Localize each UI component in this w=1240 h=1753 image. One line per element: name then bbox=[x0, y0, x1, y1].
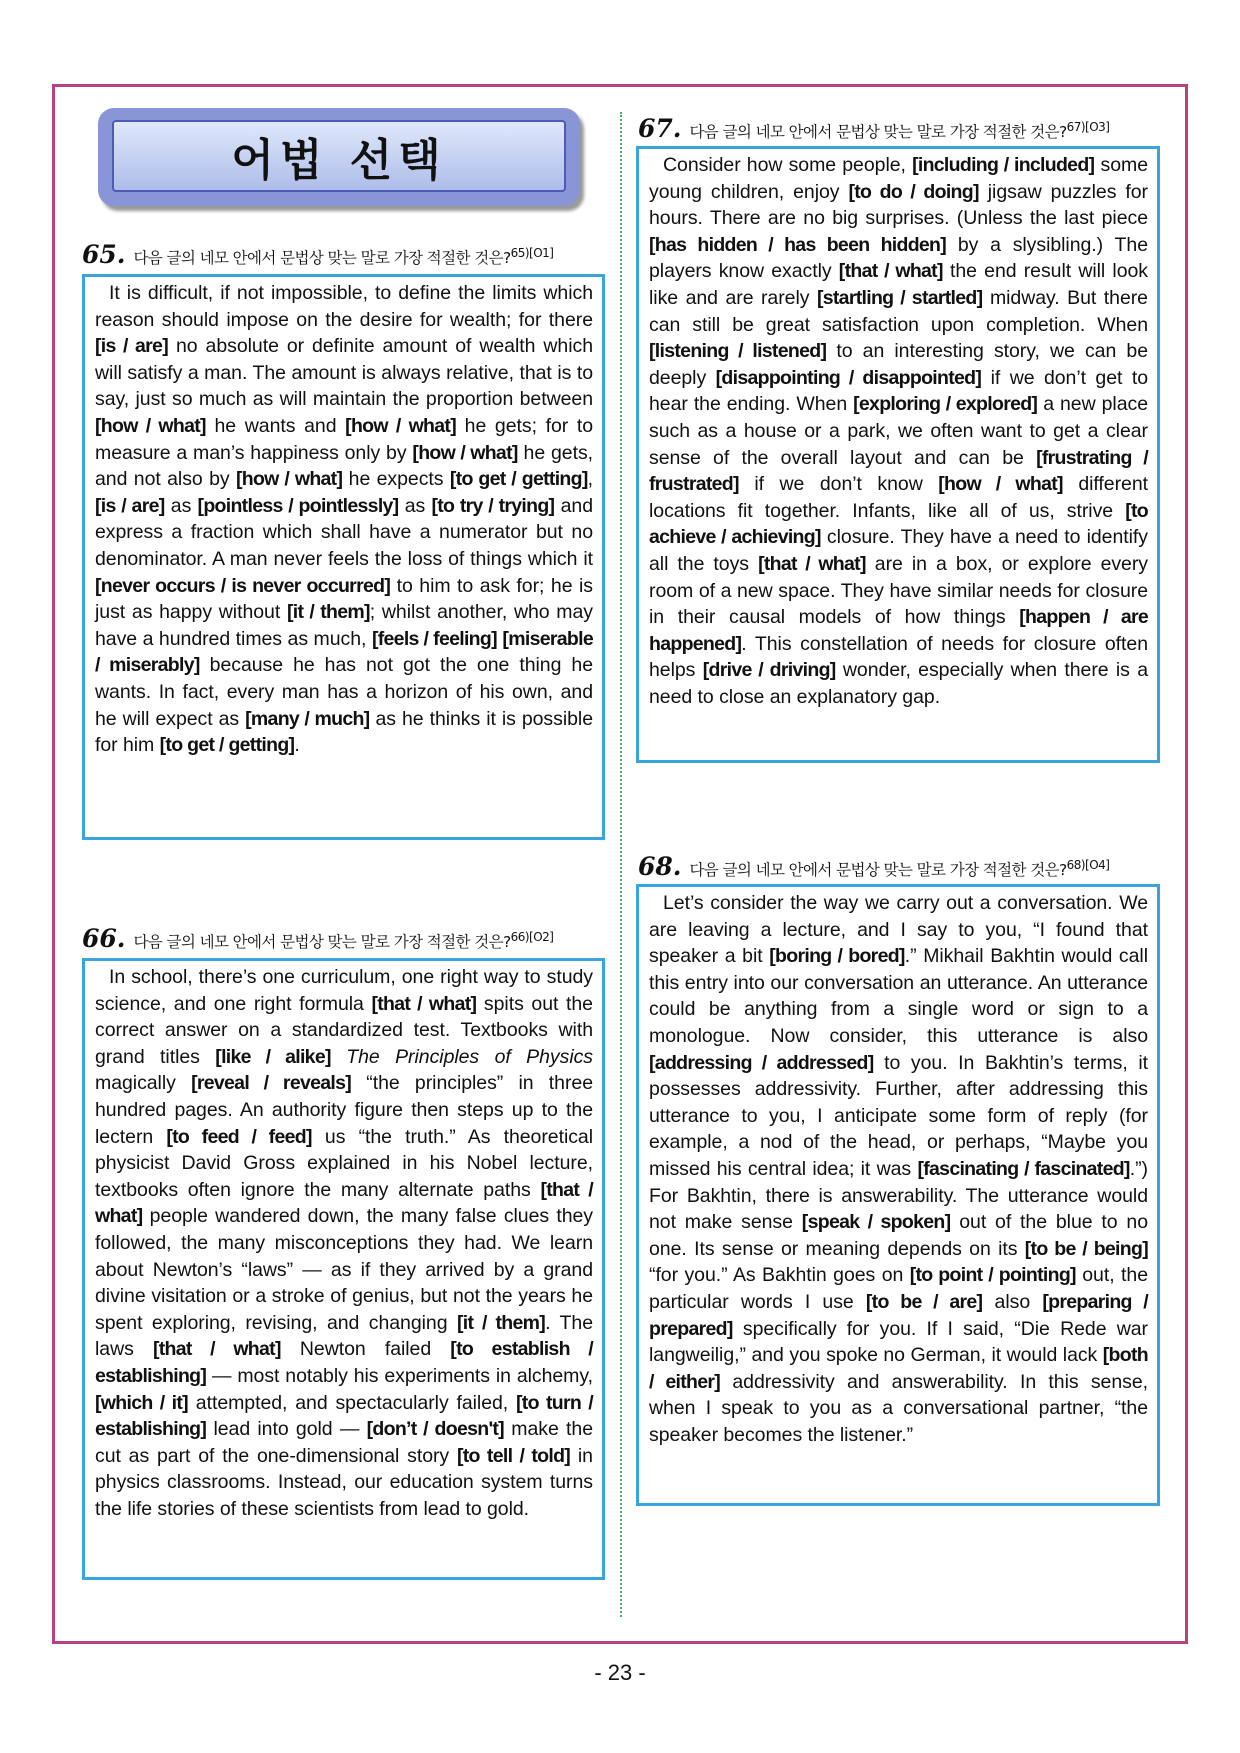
answer-option: [happen / are happened] bbox=[649, 606, 1148, 655]
passage-text: In school, there’s one curriculum, one right way to study science, and one right formula bbox=[95, 966, 593, 1015]
answer-option: [to achieve / achieving] bbox=[649, 499, 1148, 549]
question-prompt: 다음 글의 네모 안에서 문법상 맞는 말로 가장 적절한 것은? bbox=[133, 249, 511, 267]
passage-text: people wandered down, the many false clues they followed, the many misconceptions they had. We learn about Newton’s “laws” — as if they arrived by a grand divine visitation or a stroke of genius, but not the years he spent exploring, revising, and changing bbox=[95, 1205, 593, 1334]
passage-text: the end result will look like and are rarely bbox=[649, 260, 1148, 309]
question-number: 67. bbox=[638, 114, 682, 143]
answer-option: [preparing / prepared] bbox=[649, 1290, 1148, 1340]
passage-text: It is difficult, if not impossible, to define the limits which reason should impose on the desire for wealth; for there bbox=[95, 282, 593, 331]
answer-option: [that / what] bbox=[152, 1338, 281, 1361]
answer-option: [drive / driving] bbox=[702, 659, 836, 682]
column-divider bbox=[620, 112, 622, 1617]
answer-option: [it / them] bbox=[286, 601, 370, 624]
passage-text: he expects bbox=[342, 468, 450, 491]
answer-option: [reveal / reveals] bbox=[191, 1072, 352, 1095]
passage-text: . bbox=[294, 734, 300, 757]
passage-text: make the cut as part of the one-dimensional story bbox=[95, 1418, 593, 1467]
passage-text: to an interesting story, we can be deeply bbox=[649, 340, 1148, 389]
answer-option: [to feed / feed] bbox=[166, 1125, 312, 1148]
passage-text: “the principles” in three hundred pages. An authority figure then steps up to the lectern bbox=[95, 1072, 593, 1148]
answer-option: [miserable / miserably] bbox=[95, 627, 593, 677]
answer-option: [to get / getting] bbox=[449, 468, 588, 491]
answer-option: [how / what] bbox=[95, 414, 206, 437]
passage-66 bbox=[95, 964, 593, 1522]
passage-text: us “the truth.” As theoretical physicist David Gross explained in his Nobel lecture, textbooks often ignore the many alternate paths bbox=[95, 1125, 594, 1201]
question-number: 68. bbox=[638, 852, 682, 881]
answer-option: [fascinating / fascinated] bbox=[917, 1157, 1130, 1180]
question-number: 66. bbox=[82, 924, 126, 953]
passage-text: “for you.” As Bakhtin goes on bbox=[649, 1264, 910, 1287]
answer-option: [never occurs / is never occurred] bbox=[95, 574, 391, 597]
section-title: 어법 선택 bbox=[231, 135, 447, 186]
answer-option: [to be / are] bbox=[865, 1290, 983, 1313]
answer-option: [listening / listened] bbox=[649, 340, 827, 363]
passage-text: as he thinks it is possible for him bbox=[95, 707, 593, 757]
page-number: - 23 - bbox=[594, 1660, 646, 1685]
passage-text: , bbox=[587, 468, 594, 491]
passage-text: and express a fraction which shall have a numerator but no denominator. A man never feels the loss of things which it bbox=[95, 494, 593, 570]
answer-option: [addressing / addressed] bbox=[649, 1051, 874, 1074]
passage-text: magically bbox=[95, 1072, 192, 1095]
passage-text: different locations fit together. Infants, like all of us, strive bbox=[649, 473, 1148, 522]
answer-option: [frustrating / frustrated] bbox=[649, 446, 1148, 496]
passage-text: no absolute or definite amount of wealth which will satisfy a man. The amount is always relative, that is to say, just so much as will maintain the proportion between bbox=[95, 335, 593, 411]
passage-67 bbox=[649, 152, 1148, 710]
answer-option: [that / what] bbox=[371, 992, 477, 1015]
passage-text: .”) For Bakhtin, there is answerability. The utterance would not make sense bbox=[649, 1157, 1148, 1234]
question-prompt: 다음 글의 네모 안에서 문법상 맞는 말로 가장 적절한 것은? bbox=[133, 933, 511, 951]
answer-option: [to turn / establishing] bbox=[95, 1391, 593, 1441]
answer-option: [to tell / told] bbox=[456, 1444, 571, 1467]
question-prompt: 다음 글의 네모 안에서 문법상 맞는 말로 가장 적절한 것은? bbox=[689, 123, 1067, 141]
answer-option: [to try / trying] bbox=[431, 494, 555, 517]
answer-option: [has hidden / has been hidden] bbox=[649, 233, 947, 256]
passage-text: to you. In Bakhtin’s terms, it possesses addressivity. Further, after addressing this utterance to you, I anticipate some form of reply (for example, a nod of the head, or perhaps, “Maybe you missed his central idea; it was bbox=[649, 1051, 1148, 1180]
answer-option: [that / what] bbox=[95, 1178, 593, 1228]
passage-text: in physics classrooms. Instead, our education system turns the life stories of these scientists from lead to gold. bbox=[95, 1444, 593, 1520]
answer-option: [to get / getting] bbox=[159, 734, 295, 757]
passage-text: — most notably his experiments in alchemy, bbox=[206, 1364, 593, 1387]
passage-65 bbox=[95, 280, 593, 759]
answer-option: [it / them] bbox=[456, 1311, 546, 1334]
answer-option: [to be / being] bbox=[1024, 1237, 1148, 1260]
answer-option: [exploring / explored] bbox=[853, 393, 1038, 416]
passage-text: ; whilst another, who may have a hundred times as much, bbox=[95, 601, 593, 650]
passage-text: as bbox=[164, 494, 198, 517]
passage-text bbox=[331, 1046, 346, 1068]
passage-text: midway. But there can still be great satisfaction upon completion. When bbox=[649, 286, 1148, 336]
passage-box-67 bbox=[636, 146, 1160, 763]
passage-box-66 bbox=[82, 958, 605, 1580]
answer-option: [is / are] bbox=[95, 335, 168, 358]
passage-text: closure. They have a need to identify all the toys bbox=[649, 526, 1148, 575]
passage-text: spits out the correct answer on a standardized test. Textbooks with grand titles bbox=[95, 992, 593, 1068]
answer-option: [is / are] bbox=[95, 494, 165, 517]
passage-text: jigsaw puzzles for hours. There are no big surprises. (Unless the last piece bbox=[649, 180, 1148, 230]
passage-text: are in a box, or explore every room of a new space. They have similar needs for closure in their causal models of how things bbox=[649, 552, 1148, 629]
passage-text: he wants and bbox=[205, 414, 346, 437]
passage-text: out, the particular words I use bbox=[649, 1264, 1148, 1313]
passage-text: specifically for you. If I said, “Die Rede war langweilig,” and you spoke no German, it would lack bbox=[649, 1317, 1148, 1367]
question-code: 67)[O3] bbox=[1066, 120, 1110, 134]
passage-text: to him to ask for; he is just as happy without bbox=[95, 574, 593, 624]
question-code: 68)[O4] bbox=[1066, 858, 1110, 872]
passage-text: also bbox=[982, 1290, 1043, 1313]
passage-text: as bbox=[398, 494, 432, 517]
passage-text: because he has not got the one thing he wants. In fact, every man has a horizon of his own, and he will expect as bbox=[95, 654, 593, 730]
answer-option: [both / either] bbox=[649, 1344, 1148, 1393]
answer-option: [how / what] bbox=[412, 441, 518, 464]
passage-text: if we don’t get to hear the ending. When bbox=[649, 366, 1148, 416]
answer-option: [feels / feeling] bbox=[371, 627, 497, 650]
answer-option: [don’t / doesn't] bbox=[366, 1418, 504, 1441]
answer-option: [speak / spoken] bbox=[801, 1211, 951, 1234]
question-number: 65. bbox=[82, 240, 126, 269]
passage-text: Let’s consider the way we carry out a conversation. We are leaving a lecture, and I say to you, “I found that speaker a bit bbox=[649, 892, 1148, 968]
passage-text: he gets; for to measure a man’s happiness only by bbox=[95, 414, 594, 464]
answer-option: [to do / doing] bbox=[848, 180, 979, 203]
answer-option: [many / much] bbox=[245, 707, 370, 730]
passage-box-68 bbox=[636, 884, 1160, 1506]
question-code: 66)[O2] bbox=[510, 930, 554, 944]
passage-text: attempted, and spectacularly failed, bbox=[187, 1391, 516, 1414]
passage-text: some young children, enjoy bbox=[649, 154, 1148, 203]
answer-option: [like / alike] bbox=[215, 1045, 331, 1068]
passage-text: . This constellation of needs for closure often helps bbox=[649, 632, 1148, 682]
answer-option: [to establish / establishing] bbox=[95, 1338, 593, 1387]
passage-text: by a slysibling.) The players know exactly bbox=[649, 233, 1148, 283]
passage-text: .” Mikhail Bakhtin would call this entry into our conversation an utterance. An utterance could be anything from a single word or sign to a monologue. Now consider, this utterance is also bbox=[649, 945, 1148, 1047]
passage-text: he gets, and not also by bbox=[95, 441, 594, 491]
answer-option: [startling / startled] bbox=[816, 286, 983, 309]
answer-option: [disappointing / disappointed] bbox=[715, 366, 982, 389]
answer-option: [which / it] bbox=[95, 1391, 188, 1414]
passage-box-65 bbox=[82, 274, 605, 840]
answer-option: [that / what] bbox=[758, 552, 866, 575]
section-title-banner bbox=[98, 108, 580, 206]
answer-option: [pointless / pointlessly] bbox=[197, 494, 399, 517]
question-65-heading bbox=[82, 240, 554, 269]
answer-option: [to point / pointing] bbox=[909, 1264, 1076, 1287]
book-title: The Principles of Physics bbox=[346, 1045, 594, 1068]
passage-text: addressivity and answerability. In this sense, when I speak to you as a conversational partner, “the speaker becomes the listener.” bbox=[649, 1370, 1148, 1446]
passage-text: . The laws bbox=[95, 1311, 594, 1361]
question-68-heading bbox=[638, 852, 1110, 881]
passage-68 bbox=[649, 890, 1148, 1448]
passage-text: lead into gold — bbox=[206, 1418, 367, 1441]
passage-text: wonder, especially when there is a need to close an explanatory gap. bbox=[649, 659, 1148, 708]
answer-option: [that / what] bbox=[838, 260, 943, 283]
answer-option: [how / what] bbox=[938, 473, 1063, 496]
passage-text: Consider how some people, bbox=[663, 154, 913, 176]
question-prompt: 다음 글의 네모 안에서 문법상 맞는 말로 가장 적절한 것은? bbox=[689, 861, 1067, 879]
section-title-inner bbox=[112, 120, 566, 192]
question-67-heading bbox=[638, 114, 1110, 143]
answer-option: [how / what] bbox=[345, 414, 456, 437]
passage-text: out of the blue to no one. Its sense or meaning depends on its bbox=[649, 1211, 1148, 1260]
question-66-heading bbox=[82, 924, 554, 953]
answer-option: [including / included] bbox=[912, 154, 1095, 176]
answer-option: [how / what] bbox=[235, 468, 343, 491]
passage-text: if we don’t know bbox=[738, 473, 939, 496]
passage-text: a new place such as a house or a park, we often want to get a clear sense of the overall layout and can be bbox=[649, 393, 1148, 469]
question-code: 65)[O1] bbox=[510, 246, 554, 260]
answer-option: [boring / bored] bbox=[769, 945, 905, 968]
passage-text: Newton failed bbox=[280, 1338, 451, 1361]
